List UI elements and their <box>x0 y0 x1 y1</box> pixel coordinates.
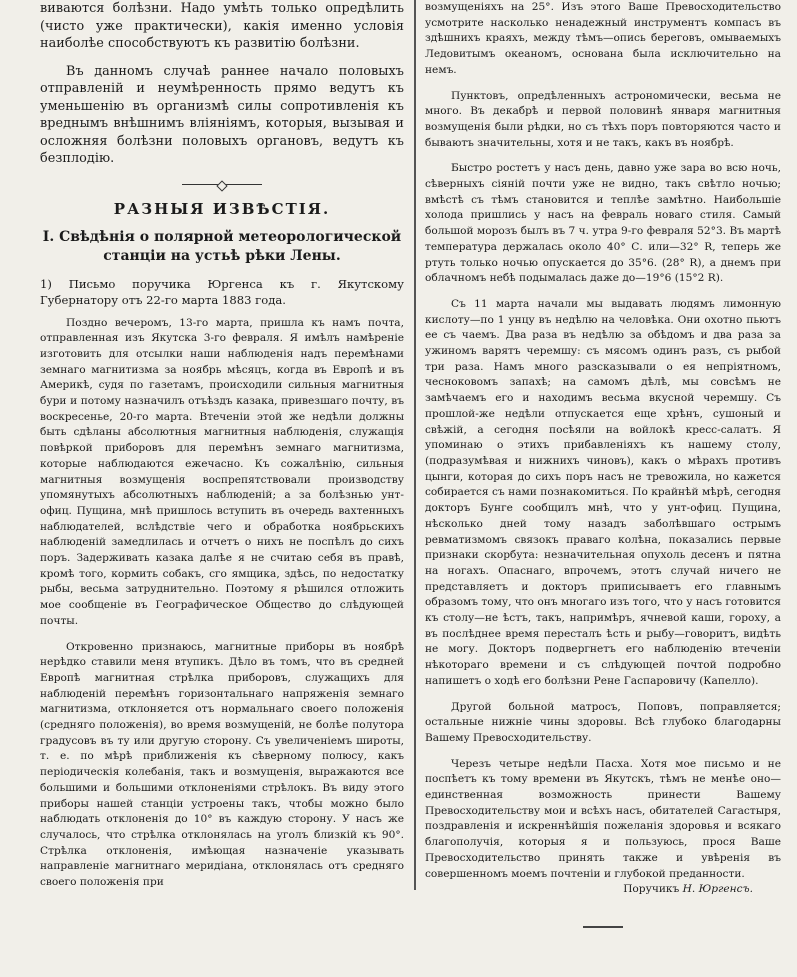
right-paragraph-5: Другой больной матросъ, Поповъ, поправляется; остальные нижніе чины здоровы. Всѣ глубоко благодарны Вашему Превосходительству. <box>425 700 781 744</box>
right-paragraph-6: Черезъ четыре недѣли Пасха. Хотя мое письмо и не поспѣетъ къ тому времени въ Якутскъ, тѣмъ не менѣе оно—единственная возможность принести Вашему Превосходительству мои и всѣхъ насъ, обитателей Сагастыря, поздравленія и искреннѣйшія пожеланія здоровья и всякаго благополучія, которыя я и пользуюсь, прося Ваше Превосходительство принять также и увѣренія въ совершенномъ моемъ почтеніи и глубокой преданности. <box>425 757 781 880</box>
right-paragraph-3: Быстро ростетъ у насъ день, давно уже зара во всю ночь, сѣверныхъ сіяній почти уже не видно, такъ свѣтло ночью; вмѣстѣ съ тѣмъ становится и теплѣе замѣтно. Наибольшіе холода пришлись у насъ на февраль новаго стиля. Самый большой морозъ былъ въ 7 ч. утра 9-го февраля 52°3. Въ мартѣ температура держалась около 40° С. или—32° R, теперь же ртуть только ночью опускается до 35°6. (28° R), а днемъ при облачномъ небѣ подымалась даже до—19°6 (15°2 R). <box>425 162 781 285</box>
signature <box>425 882 753 898</box>
right-paragraph-1: возмущеніяхъ на 25°. Изъ этого Ваше Превосходительство усмотрите насколько ненадежный инструментъ компасъ въ здѣшнихъ краяхъ, между тѣмъ—опись береговъ, омываемыхъ Ледовитымъ океаномъ, основана была исключительно на немъ. <box>425 1 781 76</box>
left-paragraph-2: Въ данномъ случаѣ раннее начало половыхъ отправленій и неумѣренность прямо ведутъ къ уменьшенію въ организмѣ силы сопротивленія къ вреднымъ внѣшнимъ вліяніямъ, которыя, вызывая и осложняя болѣзни половыхъ органовъ, ведутъ къ безплодію. <box>40 63 404 166</box>
letter-heading: 1) Письмо поручика Юргенса къ г. Якутскому Губернатору отъ 22-го марта 1883 года. <box>40 276 404 307</box>
right-column <box>425 0 781 965</box>
section-title: РАЗНЫЯ ИЗВѢСТІЯ. <box>113 199 331 218</box>
right-paragraph-2: Пунктовъ, опредѣленныхъ астрономически, весьма не много. Въ декабрѣ и первой половинѣ января магнитныя возмущенія были рѣдки, но съ тѣхъ поръ повторяются часто и бываютъ значительны, хотя и не такъ, какъ въ ноябрѣ. <box>425 89 781 149</box>
signature-name: Н. Юргенсъ. <box>682 883 753 896</box>
left-paragraph-1: виваются болѣзни. Надо умѣть только опредѣлить (чисто уже практически), какія именно условія наиболѣе способствуютъ къ развитію болѣзни. <box>40 1 404 51</box>
end-rule <box>583 926 623 928</box>
right-paragraph-4: Съ 11 марта начали мы выдавать людямъ лимонную кислоту—по 1 унцу въ недѣлю на человѣка. Они охотно пьютъ ее съ чаемъ. Два раза въ недѣлю за обѣдомъ и два раза за ужиномъ варятъ черемшу: съ мясомъ одинъ разъ, съ рыбой три раза. Намъ много разсказывали о ея непріятномъ, чесноковомъ запахѣ; на самомъ дѣлѣ, мы совсѣмъ не замѣчаемъ его и находимъ весьма вкусной черемшу. Съ прошлой-же недѣли отпускается еще хрѣнъ, сушоный и свѣжій, а сегодня посѣяли на войлокѣ кресс-салатъ. Я упоминаю о этихъ прибавленіяхъ къ нашему столу, (подразумѣвая и нижнихъ чиновъ), какъ о мѣрахъ противъ цынги, которая до сихъ поръ насъ не тревожила, но кажется собирается съ нами познакомиться. По крайнѣй мѣрѣ, сегодня докторъ Бунге сообщилъ мнѣ, что у унт-офиц. Пущина, нѣсколько дней тому назадъ заболѣвшаго острымъ ревматизмомъ связокъ праваго колѣна, показались первые признаки скорбута: незначительная опухоль десенъ и пятна на ногахъ. Опаснаго, впрочемъ, этотъ случай ничего не представляетъ и докторъ приписываетъ его главнымъ образомъ тому, что онъ многаго изъ того, что у насъ готовится къ столу—не ѣстъ, такъ, напримѣръ, ячневой каши, гороху, а въ послѣднее время пересталъ ѣсть и рыбу—говоритъ, видѣть не могу. Докторъ подвергнетъ его наблюденію втеченіи нѣкотораго времени и съ слѣдующей почтой подробно напишетъ о ходѣ его болѣзни Рене Гаспаровичу (Капелло). <box>425 297 781 687</box>
signature-rank: Поручикъ <box>623 883 680 896</box>
subsection-title: I. Свѣдѣнія о полярной метеорологической станціи на устьѣ рѣки Лены. <box>42 228 402 264</box>
left-paragraph-4: Откровенно признаюсь, магнитные приборы въ ноябрѣ нерѣдко ставили меня втупикъ. Дѣло въ томъ, что въ средней Европѣ магнитная стрѣлка приборовъ, служащихъ для наблюденій перемѣнъ горизонтальнаго напряженія земнаго магнитизма, отклоняется отъ нормальнаго своего положенія (средняго положенія), во время возмущеній, не болѣе полутора градусовъ въ ту или другую сторону. Съ увеличеніемъ широты, т. е. по мѣрѣ приближенія къ сѣверному полюсу, какъ періодическія колебанія, такъ и возмущенія, выражаются все большими и большими отклоненіями стрѣлокъ. Въ виду этого приборы нашей станціи устроены такъ, чтобы можно было наблюдать отклоненія до 10° въ каждую сторону. У насъ же случалось, что стрѣлка отклонялась на уголъ близкій къ 90°. Стрѣлка отклоненія, имѣющая назначеніе указывать направленіе магнитнаго меридіана, отклонялась отъ средняго своего положенія при <box>40 640 404 889</box>
column-divider <box>414 0 416 890</box>
left-column <box>40 0 404 965</box>
ornament-divider <box>182 182 262 188</box>
left-paragraph-3: Поздно вечеромъ, 13-го марта, пришла къ намъ почта, отправленная изъ Якутска 3-го февраля. Я имѣлъ намѣреніе изготовить для отсылки наши наблюденія надъ перемѣнами земнаго магнитизма за ноябрь мѣсяцъ, когда въ Европѣ и въ Америкѣ, судя по газетамъ, происходили сильныя магнитныя бури и потому назначилъ отъѣздъ казака, привезшаго почту, въ воскресенье, 20-го марта. Втеченіи этой же недѣли должны быть сдѣланы абсолютныя магнитныя наблюденія, служащія повѣркой приборовъ для перемѣнъ земнаго магнитизма, которые наблюдаются ежечасно. Къ сожалѣнію, сильныя магнитныя возмущенія воспрепятствовали производству упомянутыхъ абсолютныхъ наблюденій; а за болѣзнью унт-офиц. Пущина, мнѣ пришлось вступить въ очередь вахтенныхъ наблюдателей, вслѣдствіе чего и обработка ноябрьскихъ наблюденій замедлилась и отчетъ о нихъ не поспѣлъ до сихъ поръ. Задерживать казака далѣе я не считаю себя въ правѣ, кромѣ того, кормить собакъ, сго ямщика, здѣсь, по недостатку рыбы, весьма затруднительно. Поэтому я рѣшился отложить мое сообщеніе въ Географическое Общество до слѣдующей почты. <box>40 316 404 627</box>
